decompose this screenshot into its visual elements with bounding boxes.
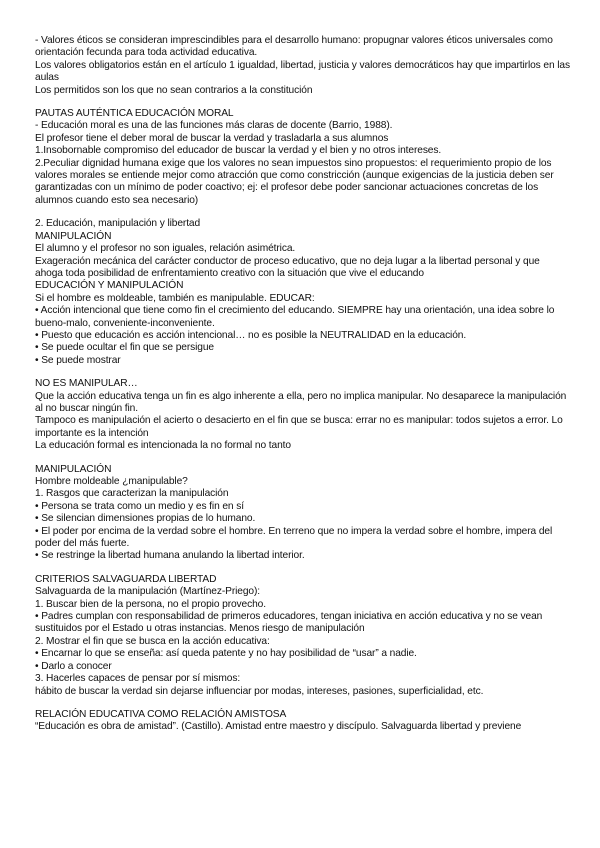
text-line: El alumno y el profesor no son iguales, relación asimétrica. bbox=[35, 243, 296, 255]
text-line: • Se puede mostrar bbox=[35, 354, 121, 366]
section-heading: PAUTAS AUTÉNTICA EDUCACIÓN MORAL bbox=[35, 108, 234, 120]
text-line: 1. Buscar bien de la persona, no el propio provecho. bbox=[35, 598, 266, 610]
text-line: • Puesto que educación es acción intencional… no es posible la NEUTRALIDAD en la educación. bbox=[35, 329, 467, 341]
text-line: 1. Rasgos que caracterizan la manipulación bbox=[35, 488, 229, 500]
paragraph-gap bbox=[35, 563, 570, 574]
text-line: Si el hombre es moldeable, también es manipulable. EDUCAR: bbox=[35, 292, 315, 304]
text-line: - Educación moral es una de las funciones más claras de docente (Barrio, 1988). bbox=[35, 120, 393, 132]
text-line: • Encarnar lo que se enseña: así queda patente y no hay posibilidad de “usar” a nadie. bbox=[35, 648, 417, 660]
text-line: Tampoco es manipulación el acierto o desacierto en el fin que se busca: errar no es manipular: todos sujetos a error. Lo importante es la intención bbox=[35, 415, 563, 439]
text-line: - Valores éticos se consideran imprescindibles para el desarrollo humano: propugnar valores éticos universales como orientación fecunda para toda actividad educativa. bbox=[35, 35, 553, 59]
text-line: • Se restringe la libertad humana anulando la libertad interior. bbox=[35, 550, 305, 562]
section-heading: NO ES MANIPULAR… bbox=[35, 378, 138, 390]
text-line: • El poder por encima de la verdad sobre el hombre. En terreno que no impera la verdad sobre el hombre, impera del poder del más fuerte. bbox=[35, 525, 553, 550]
text-line: Los permitidos son los que no sean contrarios a la constitución bbox=[35, 84, 313, 96]
paragraph-gap bbox=[35, 698, 570, 709]
text-line: Hombre moldeable ¿manipulable? bbox=[35, 476, 188, 487]
section-heading: MANIPULACIÓN bbox=[35, 230, 112, 242]
text-line: • Se silencian dimensiones propias de lo humano. bbox=[35, 513, 256, 525]
paragraph-gap bbox=[35, 453, 570, 464]
text-line: Salvaguarda de la manipulación (Martínez-Priego): bbox=[35, 586, 261, 598]
section-heading: CRITERIOS SALVAGUARDA LIBERTAD bbox=[35, 573, 217, 585]
text-line: • Padres cumplan con responsabilidad de primeros educadores, tengan iniciativa en acción educativa y no se vean sustituidos por el Estado u otras instancias. Menos riesgo de manipulación bbox=[35, 611, 543, 635]
document-body bbox=[35, 35, 570, 734]
paragraph-gap bbox=[35, 207, 570, 218]
paragraph-gap bbox=[35, 367, 570, 378]
text-line: 2. Mostrar el fin que se busca en la acción educativa: bbox=[35, 635, 270, 647]
text-line: 3. Hacerles capaces de pensar por sí mismos: bbox=[35, 673, 241, 685]
text-line: Exageración mecánica del carácter conductor de proceso educativo, que no deja lugar a la libertad personal y que ahoga toda posibilidad de enfrentamiento creativo con la situación que vive el educando bbox=[35, 255, 540, 279]
text-line: 1.Insobornable compromiso del educador de buscar la verdad y el bien y no otros intereses. bbox=[35, 145, 442, 157]
section-heading: MANIPULACIÓN bbox=[35, 463, 112, 475]
text-line: • Acción intencional que tiene como fin el crecimiento del educando. SIEMPRE hay una orientación, una idea sobre lo bueno-malo, conveniente-inconveniente. bbox=[35, 305, 555, 329]
text-line: • Persona se trata como un medio y es fin en sí bbox=[35, 500, 244, 512]
section-heading: RELACIÓN EDUCATIVA COMO RELACIÓN AMISTOSA bbox=[35, 708, 287, 720]
section-heading: EDUCACIÓN Y MANIPULACIÓN bbox=[35, 280, 184, 292]
text-line: Los valores obligatorios están en el artículo 1 igualdad, libertad, justicia y valores democráticos hay que impartirlos en las aulas bbox=[35, 59, 570, 84]
text-line: La educación formal es intencionada la no formal no tanto bbox=[35, 440, 291, 452]
section-heading: 2. Educación, manipulación y libertad bbox=[35, 218, 201, 230]
text-line: Que la acción educativa tenga un fin es algo inherente a ella, pero no implica manipular. No desaparece la manipulación al no buscar ningún fin. bbox=[35, 390, 567, 414]
text-line: 2.Peculiar dignidad humana exige que los valores no sean impuestos sino propuestos: el requerimiento propio de los valores morales se entiende mejor como atracción que como constricción (aunque exigencias de la justicia deben ser garantizadas con un mínimo de poder coactivo; ej: el profesor debe poder sancionar actuaciones concretas de los alumnos cuando esto sea necesario) bbox=[35, 157, 554, 206]
text-line: hábito de buscar la verdad sin dejarse influenciar por modas, intereses, pasiones, superficialidad, etc. bbox=[35, 685, 484, 697]
text-line: El profesor tiene el deber moral de buscar la verdad y trasladarla a sus alumnos bbox=[35, 132, 389, 144]
paragraph-gap bbox=[35, 97, 570, 108]
text-line: “Educación es obra de amistad”. (Castillo). Amistad entre maestro y discípulo. Salvaguarda libertad y previene bbox=[35, 721, 522, 733]
text-line: • Darlo a conocer bbox=[35, 660, 112, 672]
text-line: • Se puede ocultar el fin que se persigue bbox=[35, 342, 215, 354]
